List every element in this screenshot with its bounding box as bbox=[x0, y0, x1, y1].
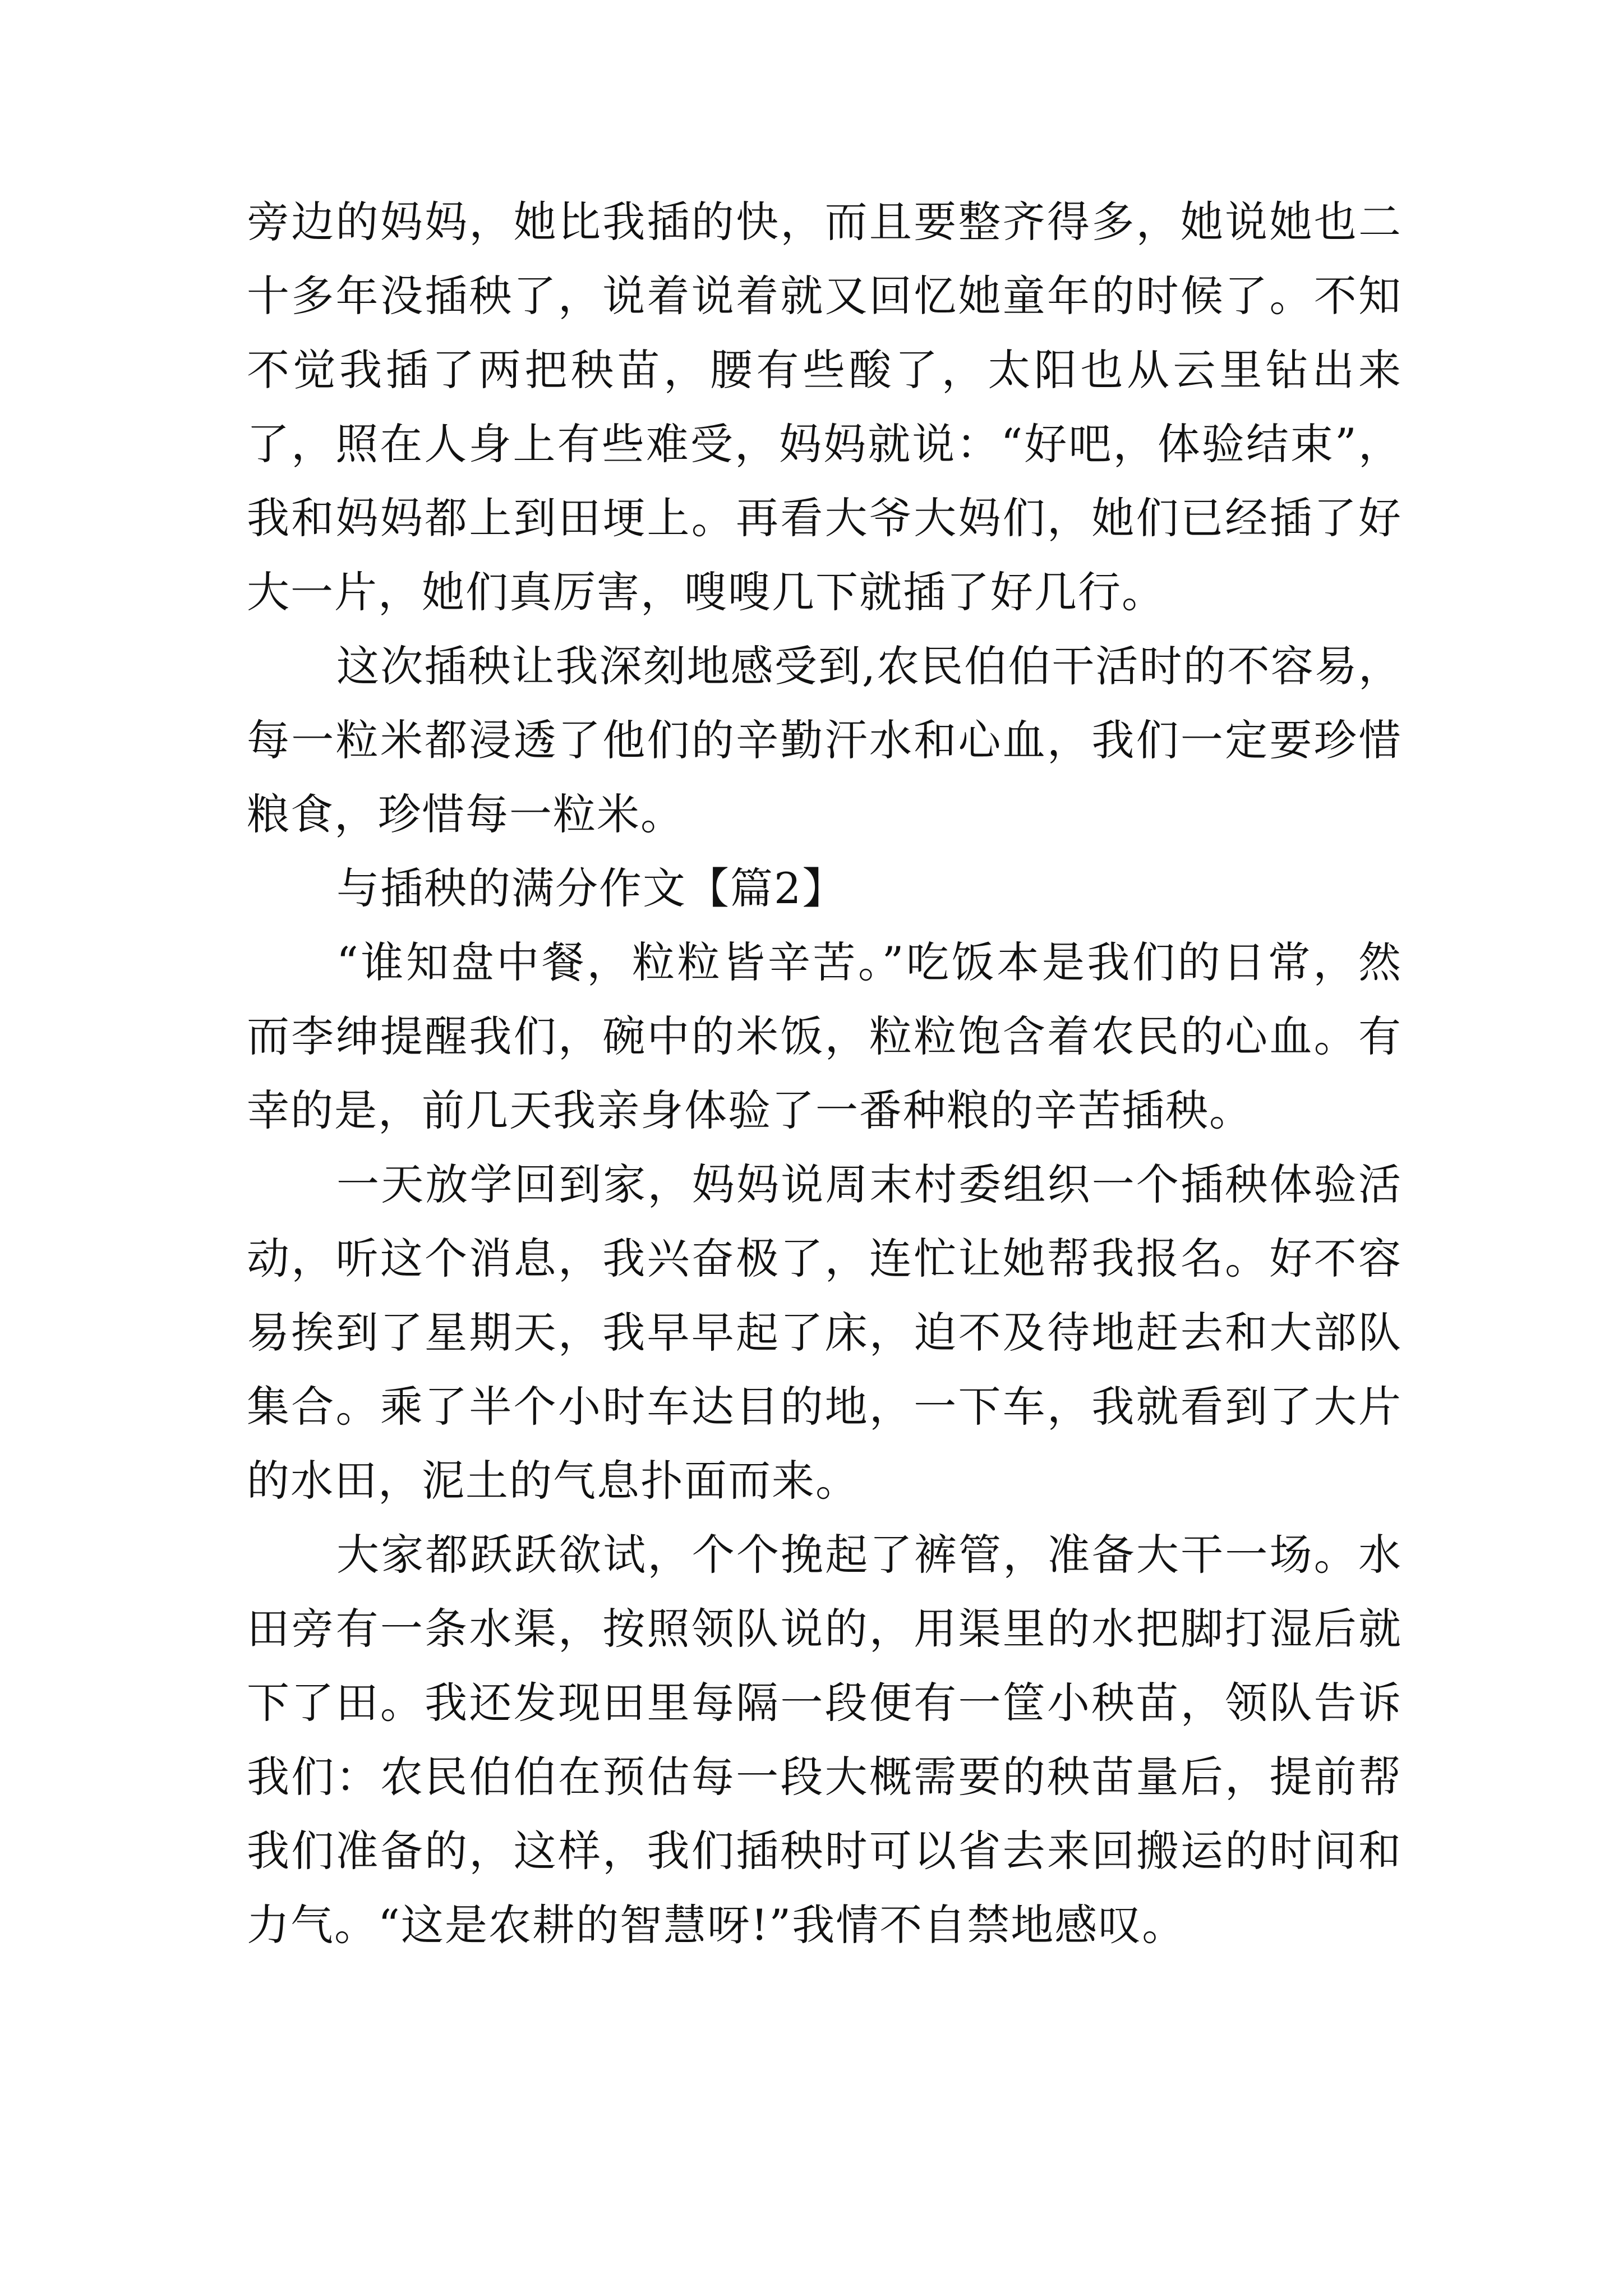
paragraph-continuation: 旁边的妈妈，她比我插的快，而且要整齐得多，她说她也二十多年没插秧了，说着说着就又回忆她童年的时候了。不知不觉我插了两把秧苗，腰有些酸了，太阳也从云里钻出来了，照在人身上有些难受，妈妈就说：“好吧，体验结束”，我和妈妈都上到田埂上。再看大爷大妈们，她们已经插了好大一片，她们真厉害，嗖嗖几下就插了好几行。 bbox=[247, 197, 1402, 617]
paragraph-opening-quote: “谁知盘中餐，粒粒皆辛苦。”吃饭本是我们的日常，然而李绅提醒我们，碗中的米饭，粒粒饱含着农民的心血。有幸的是，前几天我亲身体验了一番种粮的辛苦插秧。 bbox=[247, 937, 1402, 1135]
essay-body bbox=[247, 185, 1402, 1962]
paragraph-reflection: 这次插秧让我深刻地感受到,农民伯伯干活时的不容易，每一粒米都浸透了他们的辛勤汗水和心血，我们一定要珍惜粮食，珍惜每一粒米。 bbox=[247, 641, 1402, 839]
paragraph-trip: 一天放学回到家，妈妈说周末村委组织一个插秧体验活动，听这个消息，我兴奋极了，连忙让她帮我报名。好不容易挨到了星期天，我早早起了床，迫不及待地赶去和大部队集合。乘了半个小时车达目的地，一下车，我就看到了大片的水田，泥土的气息扑面而来。 bbox=[247, 1159, 1402, 1506]
paragraph-field: 大家都跃跃欲试，个个挽起了裤管，准备大干一场。水田旁有一条水渠，按照领队说的，用渠里的水把脚打湿后就下了田。我还发现田里每隔一段便有一筐小秧苗，领队告诉我们：农民伯伯在预估每一段大概需要的秧苗量后，提前帮我们准备的，这样，我们插秧时可以省去来回搬运的时间和力气。“这是农耕的智慧呀!”我情不自禁地感叹。 bbox=[247, 1530, 1402, 1950]
section-heading: 与插秧的满分作文【篇2】 bbox=[336, 863, 846, 913]
